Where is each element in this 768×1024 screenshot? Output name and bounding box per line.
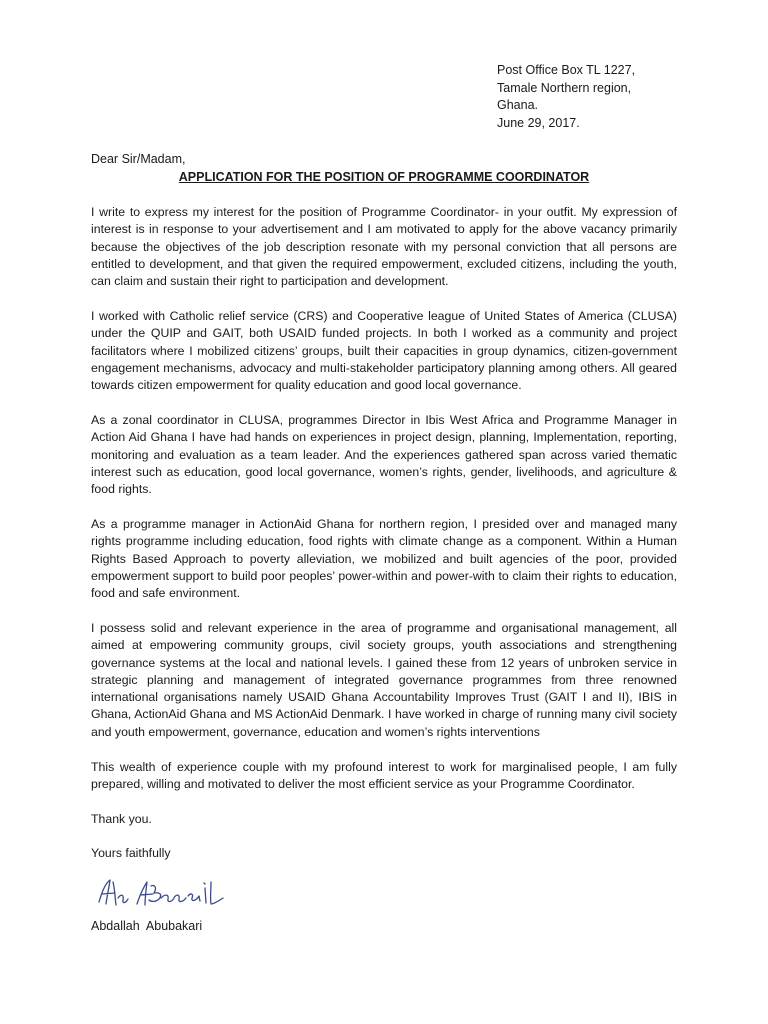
paragraph-conclusion: This wealth of experience couple with my profound interest to work for marginalised people, I am fully prepared, willing and motivated to deliver the most efficient service as your Programme Coordinator. xyxy=(91,759,677,791)
paragraph-crs-clusa: I worked with Catholic relief service (CRS) and Cooperative league of United States of America (CLUSA) under the QUIP and GAIT, both USAID funded projects. In both I worked as a community and project facilitators where I mobilized citizens’ groups, built their capacities in group dynamics, citizen-government engagement mechanisms, advocacy and multi-stakeholder participatory planning among others. All geared towards citizen empowerment for quality education and good local governance. xyxy=(91,308,677,393)
address-line-country: Ghana. xyxy=(497,98,539,112)
sender-address xyxy=(497,62,635,132)
thanks-line: Thank you. xyxy=(91,811,152,826)
paragraph-programme-manager: As a programme manager in ActionAid Ghana for northern region, I presided over and managed many rights programme including education, food rights with climate change as a component. Within a Human Rights Based Approach to poverty alleviation, we mobilized and built agencies of the poor, provided empowerment support to build poor peoples’ power-within and power-with to claim their rights to education, food and safe environment. xyxy=(91,516,677,601)
paragraph-experience: I possess solid and relevant experience in the area of programme and organisational management, all aimed at empowering community groups, civil society groups, youth associations and strengthening governance systems at the local and national levels. I gained these from 12 years of unbroken service in strategic planning and management of integrated governance programmes from three renowned international organisations namely USAID Ghana Accountability Improves Trust (GAIT I and II), IBIS in Ghana, ActionAid Ghana and MS ActionAid Denmark. I have worked in charge of running many civil society and youth empowerment, governance, education and women’s rights interventions xyxy=(91,620,677,739)
letter-body xyxy=(91,204,677,880)
handwritten-signature xyxy=(93,874,233,914)
signer-name: Abdallah Abubakari xyxy=(91,919,203,933)
closing xyxy=(91,811,677,863)
salutation: Dear Sir/Madam, xyxy=(91,152,186,166)
paragraph-zonal-coordinator: As a zonal coordinator in CLUSA, programmes Director in Ibis West Africa and Programme Manager in Action Aid Ghana I have had hands on experiences in project design, planning, Implementation, reporting, monitoring and evaluation as a team leader. And the experiences gathered span across varied thematic interest such as education, good local governance, women’s rights, gender, livelihoods, and agriculture & food rights. xyxy=(91,412,677,497)
address-line-po-box: Post Office Box TL 1227, xyxy=(497,63,636,77)
paragraph-interest: I write to express my interest for the position of Programme Coordinator- in your outfit. My expression of interest is in response to your advertisement and I am motivated to apply for the above vacancy primarily because the objectives of the job description resonate with my personal conviction that all persons are entitled to development, and that given the required empowerment, excluded citizens, including the youth, can claim and sustain their right to participation and development. xyxy=(91,205,677,289)
sign-off-line: Yours faithfully xyxy=(91,846,171,861)
letter-date: June 29, 2017. xyxy=(497,115,580,130)
address-line-region: Tamale Northern region, xyxy=(497,80,632,95)
subject-heading: APPLICATION FOR THE POSITION OF PROGRAMME COORDINATOR xyxy=(178,170,590,184)
